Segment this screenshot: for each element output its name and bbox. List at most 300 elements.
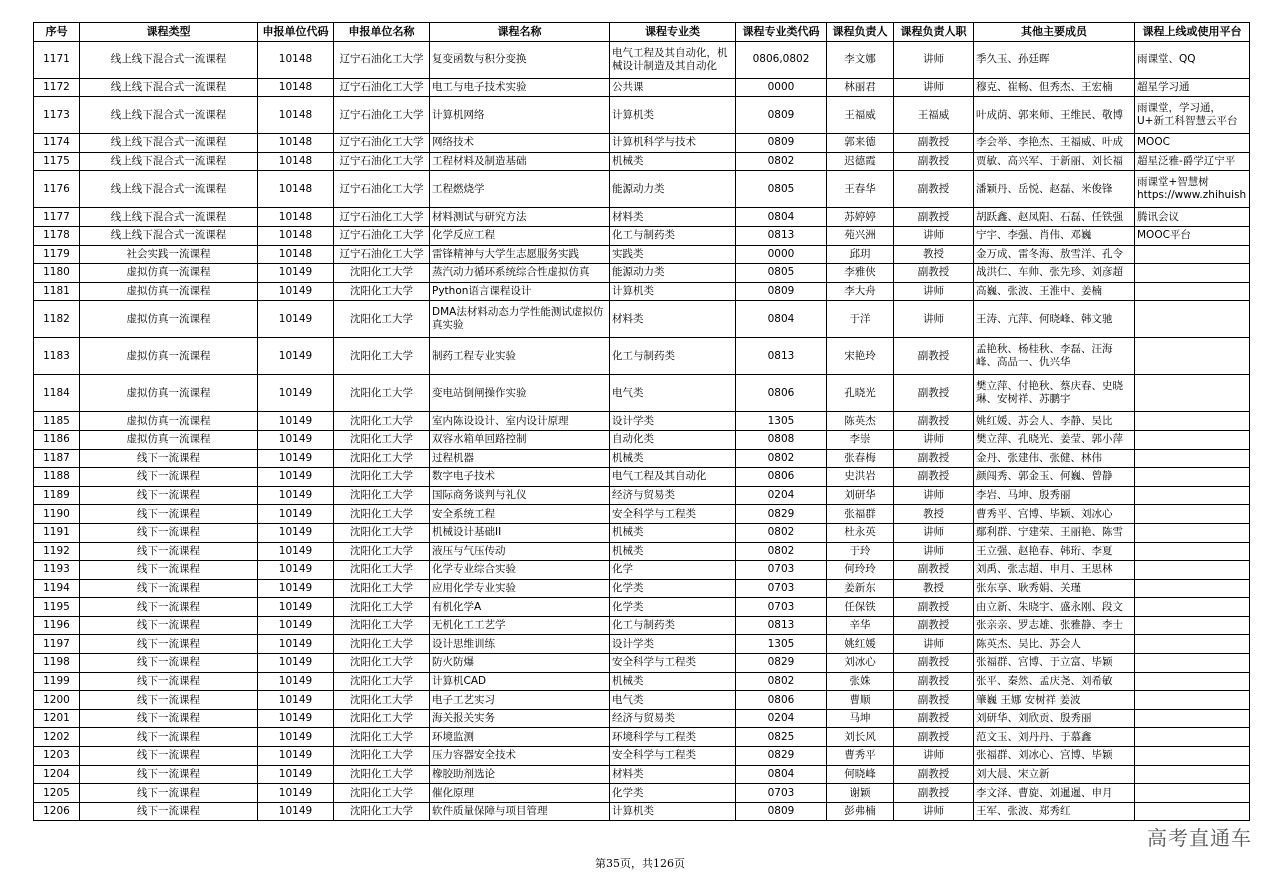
- table-cell: 副教授: [894, 654, 974, 673]
- table-cell: 副教授: [894, 152, 974, 171]
- table-cell: 0703: [736, 784, 827, 803]
- table-cell: 王春华: [827, 171, 894, 208]
- table-cell: 1195: [34, 598, 80, 617]
- table-cell: 副教授: [894, 264, 974, 283]
- table-cell: 线下一流课程: [80, 616, 258, 635]
- table-cell: 讲师: [894, 430, 974, 449]
- column-header: 课程名称: [430, 23, 610, 42]
- table-cell: 线上线下混合式一流课程: [80, 208, 258, 227]
- table-cell: 1185: [34, 412, 80, 431]
- table-cell: 10149: [258, 542, 334, 561]
- table-cell: 10149: [258, 338, 334, 375]
- table-cell: Python语言课程设计: [430, 282, 610, 301]
- table-cell: 贾敏、高兴军、于新丽、刘长福: [974, 152, 1135, 171]
- table-cell: 张福群: [827, 505, 894, 524]
- table-cell: 1186: [34, 430, 80, 449]
- table-cell: 0806: [736, 375, 827, 412]
- table-cell: 1190: [34, 505, 80, 524]
- table-cell: 1196: [34, 616, 80, 635]
- table-cell: 10149: [258, 765, 334, 784]
- column-header: 课程负责人职: [894, 23, 974, 42]
- table-cell: 副教授: [894, 375, 974, 412]
- table-cell: 10149: [258, 691, 334, 710]
- table-cell: 讲师: [894, 41, 974, 78]
- table-cell: 刘长风: [827, 728, 894, 747]
- table-cell: 材料类: [610, 208, 736, 227]
- table-cell: 变电站倒闸操作实验: [430, 375, 610, 412]
- table-cell: 宋艳玲: [827, 338, 894, 375]
- table-cell: 10149: [258, 784, 334, 803]
- table-cell: 曹顺: [827, 691, 894, 710]
- table-cell: 1180: [34, 264, 80, 283]
- table-cell: 0703: [736, 579, 827, 598]
- table-row: [34, 505, 1250, 524]
- table-cell: 雷锋精神与大学生志愿服务实践: [430, 245, 610, 264]
- table-cell: 刘禹、张志超、申月、王思林: [974, 561, 1135, 580]
- table-cell: 张平、秦然、孟庆尧、刘希敏: [974, 672, 1135, 691]
- table-cell: 李崇: [827, 430, 894, 449]
- table-cell: 线下一流课程: [80, 468, 258, 487]
- table-cell: 张东享、耿秀娟、关瑾: [974, 579, 1135, 598]
- table-cell: 副教授: [894, 208, 974, 227]
- table-cell: 颜闯秀、郭金玉、何巍、曾静: [974, 468, 1135, 487]
- table-cell: 虚拟仿真一流课程: [80, 375, 258, 412]
- table-row: [34, 486, 1250, 505]
- table-cell: 海关报关实务: [430, 709, 610, 728]
- table-cell: 王军、张波、郑秀红: [974, 802, 1135, 821]
- table-cell: 孔晓光: [827, 375, 894, 412]
- table-cell: 0808: [736, 430, 827, 449]
- table-cell: 能源动力类: [610, 264, 736, 283]
- table-cell: 沈阳化工大学: [334, 301, 430, 338]
- table-cell: 1183: [34, 338, 80, 375]
- table-cell: 辽宁石油化工大学: [334, 171, 430, 208]
- table-cell: 虚拟仿真一流课程: [80, 412, 258, 431]
- table-cell: 1194: [34, 579, 80, 598]
- header-row: [34, 23, 1250, 42]
- table-cell: [1135, 486, 1250, 505]
- table-cell: 任保铁: [827, 598, 894, 617]
- table-cell: 刘研华、刘欣贡、殷秀丽: [974, 709, 1135, 728]
- table-row: [34, 691, 1250, 710]
- table-cell: 0703: [736, 598, 827, 617]
- table-cell: 虚拟仿真一流课程: [80, 338, 258, 375]
- column-header: 申报单位名称: [334, 23, 430, 42]
- table-cell: 张姝: [827, 672, 894, 691]
- table-cell: 穆克、崔畅、但秀杰、王宏楠: [974, 78, 1135, 97]
- table-cell: 0813: [736, 338, 827, 375]
- column-header: 申报单位代码: [258, 23, 334, 42]
- table-cell: 辽宁石油化工大学: [334, 97, 430, 134]
- table-cell: [1135, 672, 1250, 691]
- table-cell: 金万成、雷冬海、敖雪洋、孔令: [974, 245, 1135, 264]
- table-cell: 辽宁石油化工大学: [334, 78, 430, 97]
- table-cell: 线下一流课程: [80, 765, 258, 784]
- table-cell: 10149: [258, 672, 334, 691]
- table-cell: 1305: [736, 412, 827, 431]
- table-cell: 肇巍 王娜 安树祥 姜波: [974, 691, 1135, 710]
- table-cell: 线下一流课程: [80, 523, 258, 542]
- table-cell: 0204: [736, 486, 827, 505]
- table-cell: 副教授: [894, 765, 974, 784]
- table-cell: 郭来德: [827, 134, 894, 153]
- table-cell: 副教授: [894, 468, 974, 487]
- table-cell: [1135, 728, 1250, 747]
- table-cell: 曹秀平: [827, 747, 894, 766]
- table-cell: 0802: [736, 672, 827, 691]
- table-cell: 邱玥: [827, 245, 894, 264]
- table-cell: 制药工程专业实验: [430, 338, 610, 375]
- table-row: [34, 616, 1250, 635]
- table-cell: 能源动力类: [610, 171, 736, 208]
- table-cell: 1177: [34, 208, 80, 227]
- table-cell: 陈英杰: [827, 412, 894, 431]
- table-row: [34, 449, 1250, 468]
- table-cell: 鄢利群、宁建荣、王丽艳、陈雪: [974, 523, 1135, 542]
- table-cell: 线上线下混合式一流课程: [80, 226, 258, 245]
- table-cell: 计算机类: [610, 97, 736, 134]
- table-cell: 线下一流课程: [80, 598, 258, 617]
- table-cell: 辽宁石油化工大学: [334, 245, 430, 264]
- table-row: [34, 245, 1250, 264]
- table-cell: 沈阳化工大学: [334, 375, 430, 412]
- table-body: [34, 41, 1250, 821]
- table-cell: 虚拟仿真一流课程: [80, 301, 258, 338]
- table-cell: 线上线下混合式一流课程: [80, 97, 258, 134]
- table-cell: 电气类: [610, 375, 736, 412]
- table-cell: 何玲玲: [827, 561, 894, 580]
- table-cell: 机械类: [610, 672, 736, 691]
- table-cell: 1206: [34, 802, 80, 821]
- table-cell: 腾讯会议: [1135, 208, 1250, 227]
- table-cell: 电子工艺实习: [430, 691, 610, 710]
- table-cell: 姚红媛、苏会人、李静、吴比: [974, 412, 1135, 431]
- table-cell: 讲师: [894, 523, 974, 542]
- table-cell: 辽宁石油化工大学: [334, 208, 430, 227]
- table-cell: 自动化类: [610, 430, 736, 449]
- table-cell: 0804: [736, 208, 827, 227]
- table-cell: 姜新东: [827, 579, 894, 598]
- table-cell: 线下一流课程: [80, 691, 258, 710]
- table-cell: 材料类: [610, 765, 736, 784]
- table-cell: 沈阳化工大学: [334, 579, 430, 598]
- table-cell: 1191: [34, 523, 80, 542]
- table-row: [34, 747, 1250, 766]
- table-cell: 战洪仁、车帅、张先珍、刘彦超: [974, 264, 1135, 283]
- table-cell: 安全科学与工程类: [610, 654, 736, 673]
- table-cell: 1178: [34, 226, 80, 245]
- table-cell: 李文娜: [827, 41, 894, 78]
- table-cell: 10148: [258, 152, 334, 171]
- table-cell: 0802: [736, 449, 827, 468]
- table-cell: 1188: [34, 468, 80, 487]
- table-row: [34, 672, 1250, 691]
- table-cell: 李大舟: [827, 282, 894, 301]
- table-cell: 线下一流课程: [80, 728, 258, 747]
- table-cell: 1305: [736, 635, 827, 654]
- table-cell: 10148: [258, 208, 334, 227]
- table-cell: 沈阳化工大学: [334, 468, 430, 487]
- table-row: [34, 282, 1250, 301]
- table-cell: 1192: [34, 542, 80, 561]
- table-cell: [1135, 691, 1250, 710]
- table-cell: 讲师: [894, 486, 974, 505]
- table-cell: 李雅侠: [827, 264, 894, 283]
- table-cell: 10149: [258, 598, 334, 617]
- table-cell: 环境监测: [430, 728, 610, 747]
- table-cell: 有机化学A: [430, 598, 610, 617]
- table-cell: 线下一流课程: [80, 802, 258, 821]
- table-cell: 10149: [258, 523, 334, 542]
- table-cell: 1204: [34, 765, 80, 784]
- table-cell: 国际商务谈判与礼仪: [430, 486, 610, 505]
- table-cell: 线上线下混合式一流课程: [80, 78, 258, 97]
- table-cell: 0802: [736, 523, 827, 542]
- table-cell: 王涛、亢萍、何晓峰、韩文驰: [974, 301, 1135, 338]
- table-cell: 1179: [34, 245, 80, 264]
- table-cell: 彭弗楠: [827, 802, 894, 821]
- table-cell: 1200: [34, 691, 80, 710]
- table-cell: 0829: [736, 747, 827, 766]
- table-cell: 10149: [258, 616, 334, 635]
- table-cell: 副教授: [894, 412, 974, 431]
- table-cell: 刘研华: [827, 486, 894, 505]
- table-row: [34, 709, 1250, 728]
- table-cell: 刘大晨、宋立新: [974, 765, 1135, 784]
- table-cell: 室内陈设设计、室内设计原理: [430, 412, 610, 431]
- table-cell: 10149: [258, 375, 334, 412]
- table-row: [34, 134, 1250, 153]
- table-row: [34, 430, 1250, 449]
- table-cell: 1174: [34, 134, 80, 153]
- table-cell: 沈阳化工大学: [334, 654, 430, 673]
- table-cell: 王立强、赵艳春、韩珩、李夏: [974, 542, 1135, 561]
- table-cell: 电气类: [610, 691, 736, 710]
- table-cell: 工程燃烧学: [430, 171, 610, 208]
- table-cell: 0813: [736, 226, 827, 245]
- table-cell: [1135, 542, 1250, 561]
- table-row: [34, 598, 1250, 617]
- table-cell: 沈阳化工大学: [334, 486, 430, 505]
- table-cell: 化学专业综合实验: [430, 561, 610, 580]
- table-cell: 讲师: [894, 542, 974, 561]
- table-cell: 辽宁石油化工大学: [334, 152, 430, 171]
- table-cell: [1135, 598, 1250, 617]
- table-cell: 1189: [34, 486, 80, 505]
- column-header: 课程专业类代码: [736, 23, 827, 42]
- table-cell: 宁宇、李强、肖伟、邓巍: [974, 226, 1135, 245]
- table-cell: [1135, 449, 1250, 468]
- table-row: [34, 41, 1250, 78]
- table-cell: 线下一流课程: [80, 561, 258, 580]
- table-cell: 沈阳化工大学: [334, 728, 430, 747]
- table-cell: 沈阳化工大学: [334, 561, 430, 580]
- table-row: [34, 635, 1250, 654]
- table-cell: 谢颖: [827, 784, 894, 803]
- table-cell: 1175: [34, 152, 80, 171]
- table-cell: 副教授: [894, 171, 974, 208]
- column-header: 序号: [34, 23, 80, 42]
- table-cell: 副教授: [894, 134, 974, 153]
- table-cell: 潘颖丹、岳悦、赵磊、米俊锋: [974, 171, 1135, 208]
- table-cell: 苏婷婷: [827, 208, 894, 227]
- table-cell: 化工与制药类: [610, 338, 736, 375]
- table-row: [34, 728, 1250, 747]
- table-cell: 社会实践一流课程: [80, 245, 258, 264]
- table-row: [34, 171, 1250, 208]
- table-cell: 环境科学与工程类: [610, 728, 736, 747]
- table-cell: 叶成荫、郭来师、王维民、敬博: [974, 97, 1135, 134]
- table-cell: [1135, 468, 1250, 487]
- table-cell: 计算机CAD: [430, 672, 610, 691]
- table-cell: [1135, 430, 1250, 449]
- table-cell: 公共课: [610, 78, 736, 97]
- table-cell: 0805: [736, 264, 827, 283]
- table-cell: 无机化工工艺学: [430, 616, 610, 635]
- table-cell: 1176: [34, 171, 80, 208]
- table-cell: 虚拟仿真一流课程: [80, 282, 258, 301]
- table-cell: 教授: [894, 505, 974, 524]
- table-row: [34, 78, 1250, 97]
- table-cell: 于洋: [827, 301, 894, 338]
- table-cell: 副教授: [894, 449, 974, 468]
- table-cell: 1181: [34, 282, 80, 301]
- table-cell: 0204: [736, 709, 827, 728]
- table-cell: 0804: [736, 765, 827, 784]
- table-cell: 沈阳化工大学: [334, 802, 430, 821]
- table-cell: MOOC: [1135, 134, 1250, 153]
- table-cell: 1198: [34, 654, 80, 673]
- table-cell: 金丹、张建伟、张健、林伟: [974, 449, 1135, 468]
- table-cell: 线下一流课程: [80, 784, 258, 803]
- table-cell: 10149: [258, 579, 334, 598]
- table-cell: 工程材料及制造基础: [430, 152, 610, 171]
- table-cell: 于玲: [827, 542, 894, 561]
- table-cell: 副教授: [894, 709, 974, 728]
- table-cell: 超星学习通: [1135, 78, 1250, 97]
- table-row: [34, 579, 1250, 598]
- table-cell: 计算机类: [610, 802, 736, 821]
- table-cell: 曹秀平、宫博、毕颖、刘冰心: [974, 505, 1135, 524]
- table-cell: 10148: [258, 78, 334, 97]
- table-cell: 安全科学与工程类: [610, 505, 736, 524]
- table-cell: 胡跃鑫、赵凤阳、石磊、任铁强: [974, 208, 1135, 227]
- table-cell: 线下一流课程: [80, 747, 258, 766]
- table-row: [34, 542, 1250, 561]
- table-cell: 副教授: [894, 672, 974, 691]
- table-cell: 机械类: [610, 449, 736, 468]
- table-row: [34, 561, 1250, 580]
- table-row: [34, 301, 1250, 338]
- table-cell: 1202: [34, 728, 80, 747]
- table-cell: 线下一流课程: [80, 709, 258, 728]
- table-cell: 网络技术: [430, 134, 610, 153]
- table-cell: [1135, 338, 1250, 375]
- table-cell: 副教授: [894, 784, 974, 803]
- table-cell: 辽宁石油化工大学: [334, 41, 430, 78]
- table-cell: 线上线下混合式一流课程: [80, 171, 258, 208]
- table-cell: 姚红媛: [827, 635, 894, 654]
- table-cell: [1135, 654, 1250, 673]
- table-cell: [1135, 784, 1250, 803]
- table-cell: 0806: [736, 691, 827, 710]
- table-cell: 机械类: [610, 523, 736, 542]
- table-cell: 樊立萍、付艳秋、蔡庆春、史晓琳、安树祥、苏鹏宇: [974, 375, 1135, 412]
- table-cell: 0825: [736, 728, 827, 747]
- table-cell: 0806: [736, 468, 827, 487]
- table-row: [34, 152, 1250, 171]
- table-cell: 线下一流课程: [80, 579, 258, 598]
- table-cell: 副教授: [894, 561, 974, 580]
- table-cell: 化工与制药类: [610, 616, 736, 635]
- table-cell: 10149: [258, 654, 334, 673]
- table-row: [34, 784, 1250, 803]
- table-cell: 电气工程及其自动化: [610, 468, 736, 487]
- table-cell: 10149: [258, 264, 334, 283]
- table-row: [34, 765, 1250, 784]
- table-cell: 讲师: [894, 635, 974, 654]
- table-cell: 0809: [736, 802, 827, 821]
- table-cell: 10149: [258, 430, 334, 449]
- table-cell: 李会举、李艳杰、王福威、叶成: [974, 134, 1135, 153]
- table-cell: 讲师: [894, 301, 974, 338]
- table-cell: 10148: [258, 97, 334, 134]
- table-cell: 超星泛雅-爵学辽宁平: [1135, 152, 1250, 171]
- table-cell: [1135, 245, 1250, 264]
- table-cell: 10148: [258, 245, 334, 264]
- table-cell: 沈阳化工大学: [334, 430, 430, 449]
- table-cell: 设计学类: [610, 412, 736, 431]
- table-cell: 张福群、刘冰心、宫博、毕颖: [974, 747, 1135, 766]
- table-cell: 虚拟仿真一流课程: [80, 430, 258, 449]
- table-cell: 沈阳化工大学: [334, 747, 430, 766]
- table-cell: 机械类: [610, 542, 736, 561]
- table-cell: 10148: [258, 171, 334, 208]
- table-cell: 1184: [34, 375, 80, 412]
- table-cell: DMA法材料动态力学性能测试虚拟仿真实验: [430, 301, 610, 338]
- table-row: [34, 802, 1250, 821]
- table-cell: 季久玉、孙廷晖: [974, 41, 1135, 78]
- table-cell: 电工与电子技术实验: [430, 78, 610, 97]
- table-cell: [1135, 523, 1250, 542]
- table-cell: 林丽君: [827, 78, 894, 97]
- table-cell: 机械类: [610, 152, 736, 171]
- table-cell: 李文泽、曹旋、刘暹暹、申月: [974, 784, 1135, 803]
- table-cell: 1197: [34, 635, 80, 654]
- table-cell: 教授: [894, 245, 974, 264]
- table-cell: 线下一流课程: [80, 635, 258, 654]
- table-cell: 讲师: [894, 747, 974, 766]
- table-cell: 沈阳化工大学: [334, 709, 430, 728]
- table-cell: 设计思维训练: [430, 635, 610, 654]
- table-cell: 10149: [258, 449, 334, 468]
- table-cell: 0802: [736, 152, 827, 171]
- table-cell: 1203: [34, 747, 80, 766]
- table-cell: 1201: [34, 709, 80, 728]
- table-cell: 数字电子技术: [430, 468, 610, 487]
- table-cell: 液压与气压传动: [430, 542, 610, 561]
- table-cell: 李岩、马坤、殷秀丽: [974, 486, 1135, 505]
- table-cell: 压力容器安全技术: [430, 747, 610, 766]
- table-cell: 蒸汽动力循环系统综合性虚拟仿真: [430, 264, 610, 283]
- table-cell: 1172: [34, 78, 80, 97]
- table-cell: 沈阳化工大学: [334, 449, 430, 468]
- table-cell: 1199: [34, 672, 80, 691]
- table-cell: 张福群、宫博、于立富、毕颖: [974, 654, 1135, 673]
- table-cell: 0805: [736, 171, 827, 208]
- table-row: [34, 654, 1250, 673]
- table-cell: 副教授: [894, 338, 974, 375]
